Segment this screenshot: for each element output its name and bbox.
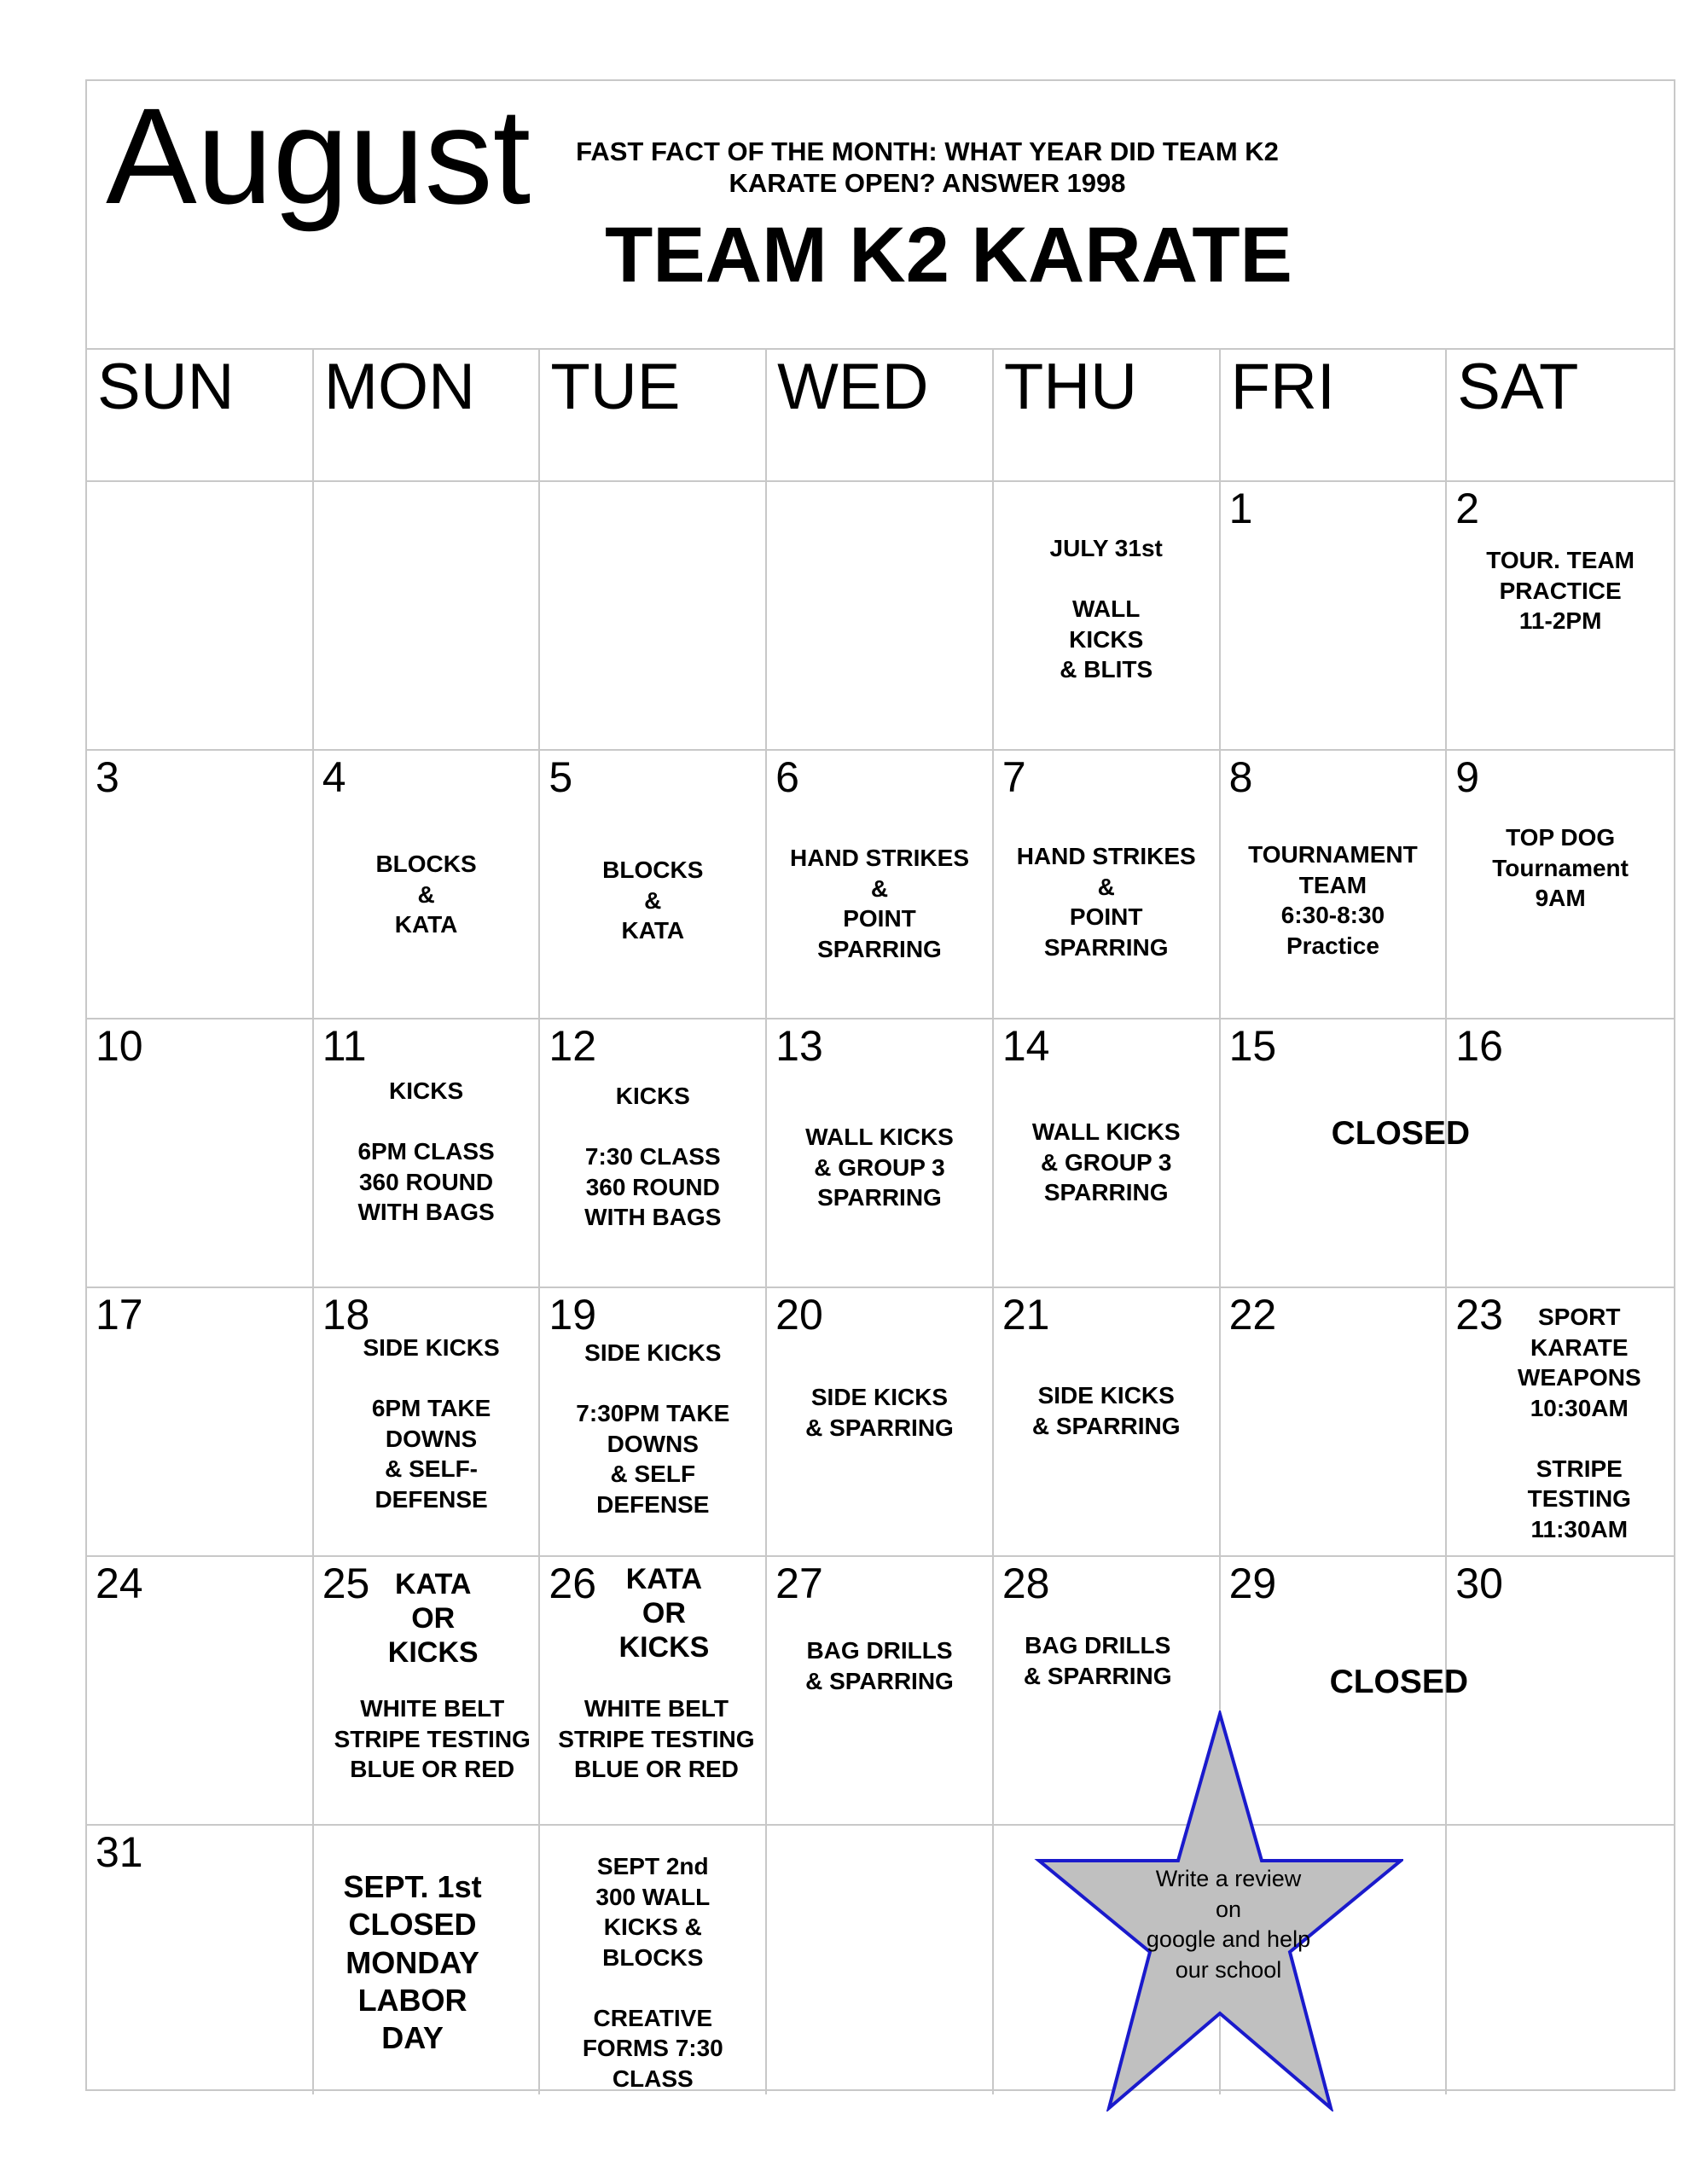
dow-wed: WED — [767, 348, 994, 482]
dow-tue: TUE — [540, 348, 767, 482]
day-number: 23 — [1455, 1291, 1503, 1339]
testing-note: WHITE BELT STRIPE TESTING BLUE OR RED — [558, 1695, 755, 1783]
event-text: BLOCKS & KATA — [375, 851, 477, 938]
day-cell — [994, 1288, 1221, 1557]
day-number: 21 — [1002, 1291, 1050, 1339]
day-cell — [540, 751, 767, 1019]
day-cell — [994, 482, 1221, 751]
day-cell — [767, 482, 994, 751]
day-cell — [767, 1019, 994, 1288]
day-number: 19 — [549, 1291, 597, 1339]
fast-fact: FAST FACT OF THE MONTH: WHAT YEAR DID TEAM K2 KARATE OPEN? ANSWER 1998 — [576, 136, 1279, 199]
calendar-grid — [87, 348, 1674, 2094]
day-number: 2 — [1455, 485, 1480, 532]
day-number: 13 — [775, 1022, 823, 1070]
day-cell — [314, 1019, 541, 1288]
day-cell — [1447, 1557, 1674, 1826]
event-text: TOUR. TEAM PRACTICE 11-2PM — [1486, 547, 1634, 635]
day-number: 26 — [549, 1560, 597, 1607]
day-cell — [87, 1019, 314, 1288]
day-number: 31 — [96, 1828, 143, 1876]
event-text: SPORT KARATE WEAPONS 10:30AM STRIPE TESTING 11:30AM — [1517, 1304, 1641, 1542]
day-number: 29 — [1228, 1560, 1277, 1607]
day-cell — [540, 482, 767, 751]
day-cell — [767, 751, 994, 1019]
day-cell — [540, 1557, 767, 1826]
testing-note: WHITE BELT STRIPE TESTING BLUE OR RED — [334, 1695, 531, 1783]
calendar-frame — [85, 79, 1675, 2091]
event-text: TOURNAMENT TEAM 6:30-8:30 Practice — [1248, 841, 1418, 959]
day-cell — [1447, 1826, 1674, 2094]
day-cell — [1447, 751, 1674, 1019]
event-text: SIDE KICKS 7:30PM TAKE DOWNS & SELF DEFENSE — [576, 1339, 730, 1518]
day-number: 14 — [1002, 1022, 1050, 1070]
day-number: 24 — [96, 1560, 143, 1607]
day-number: 15 — [1228, 1022, 1277, 1070]
event-text: BAG DRILLS & SPARRING — [1023, 1632, 1172, 1689]
day-cell — [314, 1826, 541, 2094]
day-cell — [540, 1019, 767, 1288]
school-title: TEAM K2 KARATE — [605, 212, 1292, 299]
day-number: 7 — [1002, 753, 1026, 801]
day-cell — [1221, 751, 1448, 1019]
day-cell — [314, 1557, 541, 1826]
day-cell — [540, 1826, 767, 2094]
day-cell — [1221, 1288, 1448, 1557]
event-text: BAG DRILLS & SPARRING — [805, 1637, 954, 1694]
day-cell — [540, 1288, 767, 1557]
month-title: August — [106, 79, 531, 232]
event-text: WALL KICKS & GROUP 3 SPARRING — [1031, 1118, 1181, 1206]
day-number: 25 — [322, 1560, 370, 1607]
event-text: SIDE KICKS & SPARRING — [805, 1384, 954, 1441]
event-text: HAND STRIKES & POINT SPARRING — [789, 845, 969, 962]
day-cell — [87, 1826, 314, 2094]
event-text: BLOCKS & KATA — [602, 857, 704, 944]
event-text: TOP DOG Tournament 9AM — [1492, 824, 1629, 912]
day-number: 27 — [775, 1560, 823, 1607]
day-cell — [994, 751, 1221, 1019]
event-text: KICKS 7:30 CLASS 360 ROUND WITH BAGS — [584, 1083, 722, 1231]
day-number: 9 — [1455, 753, 1480, 801]
day-cell — [314, 1288, 541, 1557]
dow-mon: MON — [314, 348, 541, 482]
day-cell — [314, 482, 541, 751]
day-number: 11 — [322, 1022, 367, 1070]
event-text: KICKS 6PM CLASS 360 ROUND WITH BAGS — [357, 1077, 495, 1226]
dow-sun: SUN — [87, 348, 314, 482]
labor-day-note: SEPT. 1st CLOSED MONDAY LABOR DAY — [343, 1869, 482, 2056]
day-number: 22 — [1228, 1291, 1277, 1339]
day-cell — [87, 1288, 314, 1557]
event-text: SIDE KICKS & SPARRING — [1031, 1382, 1181, 1439]
day-number: 20 — [775, 1291, 823, 1339]
day-cell — [87, 482, 314, 751]
event-text: WALL KICKS & GROUP 3 SPARRING — [805, 1124, 954, 1211]
day-cell — [767, 1826, 994, 2094]
day-number: 8 — [1228, 753, 1253, 801]
event-text: KATA OR KICKS — [387, 1568, 479, 1670]
day-number: 16 — [1455, 1022, 1503, 1070]
event-text: SIDE KICKS 6PM TAKE DOWNS & SELF- DEFENSE — [363, 1334, 500, 1513]
day-cell — [1447, 1019, 1674, 1288]
dow-thu: THU — [994, 348, 1221, 482]
review-message[interactable]: Write a review on google and help our school — [1146, 1866, 1311, 1983]
day-cell — [1447, 482, 1674, 751]
dow-fri: FRI — [1221, 348, 1448, 482]
day-number: 12 — [549, 1022, 597, 1070]
day-cell — [1447, 1288, 1674, 1557]
calendar-header — [87, 81, 1674, 350]
day-cell — [767, 1557, 994, 1826]
day-cell — [1221, 1019, 1471, 1288]
day-cell — [1221, 482, 1448, 751]
day-number: 4 — [322, 753, 346, 801]
day-number: 30 — [1455, 1560, 1503, 1607]
event-text: HAND STRIKES & POINT SPARRING — [1016, 843, 1196, 961]
day-number: 6 — [775, 753, 799, 801]
day-number: 3 — [96, 753, 119, 801]
event-text: KATA OR KICKS — [618, 1563, 710, 1664]
closed-label: CLOSED — [1329, 1664, 1469, 1700]
day-number: 17 — [96, 1291, 143, 1339]
day-number: 28 — [1002, 1560, 1050, 1607]
closed-label: CLOSED — [1331, 1115, 1471, 1152]
day-number: 10 — [96, 1022, 143, 1070]
day-cell — [314, 751, 541, 1019]
day-number: 1 — [1228, 485, 1253, 532]
dow-sat: SAT — [1447, 348, 1674, 482]
day-number: 18 — [322, 1291, 370, 1339]
day-cell — [87, 1557, 314, 1826]
event-text: JULY 31st WALL KICKS & BLITS — [1049, 535, 1163, 683]
day-cell — [87, 751, 314, 1019]
day-cell — [994, 1019, 1221, 1288]
day-number: 5 — [549, 753, 573, 801]
day-cell — [767, 1288, 994, 1557]
event-text: SEPT 2nd 300 WALL KICKS & BLOCKS CREATIVE FORMS 7:30 CLASS — [582, 1853, 723, 2092]
